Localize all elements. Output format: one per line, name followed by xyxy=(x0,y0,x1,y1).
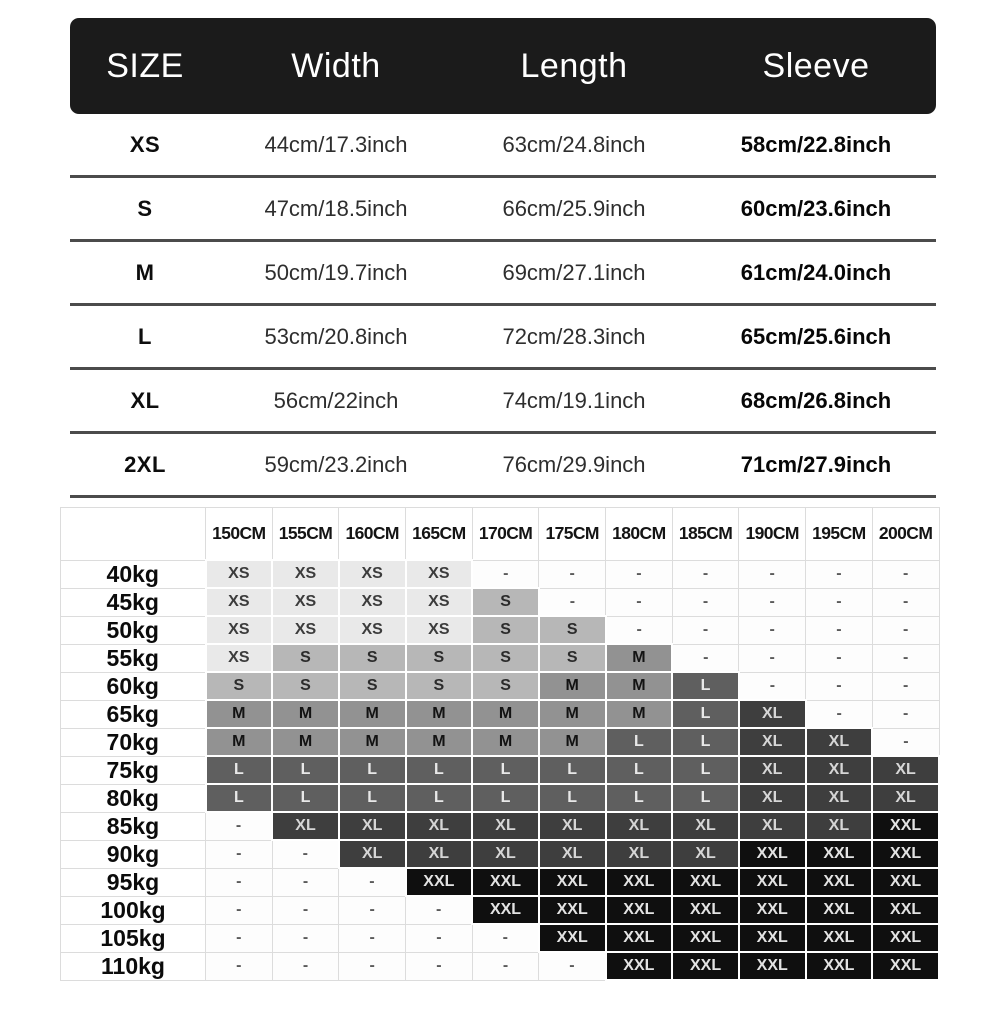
matrix-cell: - xyxy=(806,644,873,672)
matrix-cell: L xyxy=(272,784,339,812)
matrix-row-105kg xyxy=(61,924,940,952)
matrix-row-90kg xyxy=(61,840,940,868)
matrix-cell: M xyxy=(272,700,339,728)
matrix-cell: XL xyxy=(339,840,406,868)
matrix-cell: L xyxy=(206,784,273,812)
matrix-row-100kg xyxy=(61,896,940,924)
matrix-cell: XXL xyxy=(806,840,873,868)
weight-label-75kg: 75kg xyxy=(61,756,206,784)
weight-label-40kg: 40kg xyxy=(61,560,206,588)
matrix-cell: XL xyxy=(739,756,806,784)
matrix-cell: S xyxy=(272,672,339,700)
matrix-cell: XS xyxy=(272,588,339,616)
size-measurement-table xyxy=(70,18,936,498)
weight-label-65kg: 65kg xyxy=(61,700,206,728)
matrix-cell: S xyxy=(339,644,406,672)
matrix-cell: - xyxy=(606,616,673,644)
matrix-row-95kg xyxy=(61,868,940,896)
matrix-cell: XL xyxy=(339,812,406,840)
matrix-cell: XXL xyxy=(739,924,806,952)
matrix-cell: XS xyxy=(406,560,473,588)
matrix-cell: - xyxy=(872,560,939,588)
matrix-cell: - xyxy=(872,672,939,700)
matrix-cell: XL xyxy=(672,840,739,868)
weight-label-60kg: 60kg xyxy=(61,672,206,700)
matrix-cell: XS xyxy=(206,588,273,616)
matrix-cell: L xyxy=(339,756,406,784)
length-value: 63cm/24.8inch xyxy=(502,131,646,157)
matrix-cell: - xyxy=(339,868,406,896)
matrix-cell: XXL xyxy=(872,924,939,952)
width-value: 44cm/17.3inch xyxy=(264,131,408,157)
sleeve-value: 58cm/22.8inch xyxy=(740,131,892,157)
matrix-cell: L xyxy=(472,784,539,812)
size-label: XS xyxy=(129,131,161,157)
matrix-cell: S xyxy=(406,644,473,672)
matrix-cell: L xyxy=(672,756,739,784)
matrix-cell: - xyxy=(406,896,473,924)
matrix-cell: L xyxy=(672,700,739,728)
matrix-cell: - xyxy=(206,952,273,980)
height-header-185cm: 185CM xyxy=(672,508,739,561)
length-value: 69cm/27.1inch xyxy=(502,259,646,285)
weight-label-90kg: 90kg xyxy=(61,840,206,868)
matrix-cell: - xyxy=(206,924,273,952)
matrix-cell: XXL xyxy=(606,896,673,924)
matrix-cell: - xyxy=(739,672,806,700)
matrix-cell: L xyxy=(606,728,673,756)
matrix-cell: XS xyxy=(272,560,339,588)
header-sleeve: Sleeve xyxy=(762,46,870,85)
weight-label-95kg: 95kg xyxy=(61,868,206,896)
matrix-cell: XXL xyxy=(739,952,806,980)
matrix-cell: M xyxy=(539,700,606,728)
matrix-cell: XL xyxy=(672,812,739,840)
matrix-cell: - xyxy=(472,560,539,588)
matrix-cell: - xyxy=(672,616,739,644)
matrix-row-75kg xyxy=(61,756,940,784)
size-row-xl xyxy=(70,370,936,434)
matrix-cell: XXL xyxy=(672,924,739,952)
matrix-cell: - xyxy=(739,588,806,616)
matrix-cell: L xyxy=(339,784,406,812)
width-value: 59cm/23.2inch xyxy=(264,451,408,477)
matrix-cell: XXL xyxy=(606,924,673,952)
matrix-cell: XXL xyxy=(539,868,606,896)
matrix-cell: S xyxy=(539,644,606,672)
matrix-cell: XXL xyxy=(739,896,806,924)
matrix-cell: - xyxy=(806,588,873,616)
matrix-cell: XXL xyxy=(606,868,673,896)
matrix-cell: XL xyxy=(406,840,473,868)
height-weight-matrix xyxy=(60,507,940,981)
matrix-cell: - xyxy=(672,644,739,672)
matrix-cell: XL xyxy=(739,728,806,756)
matrix-cell: XXL xyxy=(606,952,673,980)
matrix-cell: - xyxy=(872,616,939,644)
matrix-cell: XXL xyxy=(872,840,939,868)
matrix-row-55kg xyxy=(61,644,940,672)
matrix-cell: - xyxy=(472,952,539,980)
matrix-cell: - xyxy=(672,588,739,616)
matrix-cell: XXL xyxy=(672,896,739,924)
matrix-cell: M xyxy=(472,728,539,756)
matrix-cell: XXL xyxy=(806,924,873,952)
sleeve-value: 61cm/24.0inch xyxy=(740,259,892,285)
matrix-cell: - xyxy=(806,560,873,588)
height-header-200cm: 200CM xyxy=(872,508,939,561)
weight-label-105kg: 105kg xyxy=(61,924,206,952)
matrix-row-110kg xyxy=(61,952,940,980)
matrix-cell: L xyxy=(606,756,673,784)
matrix-cell: XS xyxy=(206,644,273,672)
matrix-cell: XXL xyxy=(539,896,606,924)
matrix-cell: - xyxy=(339,924,406,952)
matrix-cell: M xyxy=(606,644,673,672)
matrix-cell: - xyxy=(606,560,673,588)
sleeve-value: 60cm/23.6inch xyxy=(740,195,892,221)
matrix-cell: - xyxy=(539,952,606,980)
matrix-cell: - xyxy=(872,644,939,672)
matrix-cell: S xyxy=(272,644,339,672)
matrix-cell: XL xyxy=(872,784,939,812)
matrix-cell: XXL xyxy=(539,924,606,952)
height-header-175cm: 175CM xyxy=(539,508,606,561)
matrix-cell: L xyxy=(539,756,606,784)
matrix-cell: XL xyxy=(739,812,806,840)
matrix-cell: XXL xyxy=(672,952,739,980)
header-length: Length xyxy=(520,46,628,85)
matrix-cell: XXL xyxy=(472,896,539,924)
matrix-cell: XXL xyxy=(872,868,939,896)
matrix-cell: M xyxy=(606,700,673,728)
height-header-160cm: 160CM xyxy=(339,508,406,561)
matrix-cell: XXL xyxy=(739,840,806,868)
size-label: S xyxy=(137,195,153,221)
matrix-row-60kg xyxy=(61,672,940,700)
sleeve-value: 65cm/25.6inch xyxy=(740,323,892,349)
matrix-cell: XXL xyxy=(872,896,939,924)
matrix-cell: XS xyxy=(206,560,273,588)
matrix-row-50kg xyxy=(61,616,940,644)
matrix-cell: M xyxy=(272,728,339,756)
weight-label-45kg: 45kg xyxy=(61,588,206,616)
matrix-cell: XL xyxy=(539,840,606,868)
matrix-cell: XL xyxy=(806,728,873,756)
matrix-cell: - xyxy=(472,924,539,952)
matrix-cell: L xyxy=(206,756,273,784)
matrix-cell: - xyxy=(339,952,406,980)
matrix-cell: L xyxy=(406,756,473,784)
matrix-cell: L xyxy=(272,756,339,784)
size-label: 2XL xyxy=(124,451,166,477)
matrix-cell: - xyxy=(739,644,806,672)
size-row-s xyxy=(70,178,936,242)
height-header-150cm: 150CM xyxy=(206,508,273,561)
matrix-cell: M xyxy=(339,700,406,728)
matrix-cell: XS xyxy=(272,616,339,644)
size-table-body xyxy=(70,114,936,498)
matrix-cell: XL xyxy=(472,812,539,840)
matrix-row-65kg xyxy=(61,700,940,728)
weight-label-85kg: 85kg xyxy=(61,812,206,840)
weight-label-80kg: 80kg xyxy=(61,784,206,812)
matrix-cell: M xyxy=(206,700,273,728)
matrix-cell: XS xyxy=(339,616,406,644)
matrix-cell: - xyxy=(206,896,273,924)
matrix-cell: - xyxy=(272,896,339,924)
fit-matrix-table xyxy=(60,507,940,981)
weight-label-55kg: 55kg xyxy=(61,644,206,672)
weight-label-100kg: 100kg xyxy=(61,896,206,924)
matrix-cell: S xyxy=(472,588,539,616)
matrix-cell: XL xyxy=(806,812,873,840)
matrix-cell: S xyxy=(472,644,539,672)
matrix-cell: XL xyxy=(739,700,806,728)
matrix-cell: M xyxy=(406,700,473,728)
width-value: 50cm/19.7inch xyxy=(264,259,408,285)
size-row-2xl xyxy=(70,434,936,498)
size-label: M xyxy=(135,259,155,285)
matrix-cell: S xyxy=(472,672,539,700)
weight-label-70kg: 70kg xyxy=(61,728,206,756)
matrix-cell: L xyxy=(672,728,739,756)
matrix-cell: S xyxy=(539,616,606,644)
matrix-cell: - xyxy=(406,924,473,952)
matrix-header-row xyxy=(61,508,940,561)
matrix-cell: XL xyxy=(472,840,539,868)
matrix-cell: - xyxy=(872,588,939,616)
height-header-190cm: 190CM xyxy=(739,508,806,561)
height-header-195cm: 195CM xyxy=(806,508,873,561)
matrix-row-85kg xyxy=(61,812,940,840)
matrix-cell: XXL xyxy=(872,952,939,980)
matrix-cell: XL xyxy=(539,812,606,840)
matrix-cell: - xyxy=(539,588,606,616)
matrix-cell: - xyxy=(272,924,339,952)
matrix-row-40kg xyxy=(61,560,940,588)
matrix-corner-cell xyxy=(61,508,206,561)
matrix-cell: L xyxy=(672,784,739,812)
matrix-cell: M xyxy=(472,700,539,728)
matrix-cell: XS xyxy=(339,560,406,588)
size-row-xs xyxy=(70,114,936,178)
length-value: 72cm/28.3inch xyxy=(502,323,646,349)
matrix-cell: L xyxy=(406,784,473,812)
matrix-cell: M xyxy=(539,728,606,756)
matrix-row-45kg xyxy=(61,588,940,616)
matrix-cell: - xyxy=(872,700,939,728)
matrix-cell: M xyxy=(406,728,473,756)
matrix-cell: XS xyxy=(206,616,273,644)
matrix-cell: XXL xyxy=(806,952,873,980)
matrix-cell: XL xyxy=(872,756,939,784)
matrix-cell: - xyxy=(272,868,339,896)
matrix-cell: XXL xyxy=(806,896,873,924)
matrix-cell: - xyxy=(406,952,473,980)
length-value: 66cm/25.9inch xyxy=(502,195,646,221)
sleeve-value: 71cm/27.9inch xyxy=(740,451,892,477)
matrix-cell: - xyxy=(672,560,739,588)
matrix-cell: XXL xyxy=(406,868,473,896)
matrix-cell: L xyxy=(606,784,673,812)
height-header-170cm: 170CM xyxy=(472,508,539,561)
matrix-cell: M xyxy=(339,728,406,756)
matrix-cell: XXL xyxy=(872,812,939,840)
matrix-cell: XL xyxy=(406,812,473,840)
height-header-180cm: 180CM xyxy=(606,508,673,561)
matrix-cell: L xyxy=(539,784,606,812)
height-header-155cm: 155CM xyxy=(272,508,339,561)
matrix-cell: - xyxy=(206,868,273,896)
matrix-cell: - xyxy=(272,840,339,868)
matrix-cell: S xyxy=(339,672,406,700)
matrix-cell: - xyxy=(206,812,273,840)
matrix-cell: - xyxy=(806,672,873,700)
matrix-cell: L xyxy=(672,672,739,700)
matrix-row-80kg xyxy=(61,784,940,812)
sleeve-value: 68cm/26.8inch xyxy=(740,387,892,413)
size-table-header xyxy=(70,18,936,114)
width-value: 53cm/20.8inch xyxy=(264,323,408,349)
matrix-cell: XL xyxy=(606,812,673,840)
size-label: XL xyxy=(130,387,160,413)
width-value: 47cm/18.5inch xyxy=(264,195,408,221)
matrix-cell: XXL xyxy=(672,868,739,896)
matrix-cell: - xyxy=(272,952,339,980)
matrix-cell: XL xyxy=(739,784,806,812)
weight-label-50kg: 50kg xyxy=(61,616,206,644)
matrix-cell: - xyxy=(739,560,806,588)
matrix-cell: M xyxy=(206,728,273,756)
matrix-cell: M xyxy=(606,672,673,700)
matrix-cell: L xyxy=(472,756,539,784)
length-value: 76cm/29.9inch xyxy=(502,451,646,477)
size-label: L xyxy=(138,323,152,349)
matrix-cell: S xyxy=(472,616,539,644)
matrix-cell: XXL xyxy=(739,868,806,896)
size-row-m xyxy=(70,242,936,306)
matrix-cell: - xyxy=(539,560,606,588)
matrix-cell: XL xyxy=(606,840,673,868)
matrix-cell: XXL xyxy=(472,868,539,896)
matrix-cell: XS xyxy=(406,616,473,644)
size-row-l xyxy=(70,306,936,370)
weight-label-110kg: 110kg xyxy=(61,952,206,980)
matrix-cell: XL xyxy=(806,784,873,812)
matrix-cell: S xyxy=(406,672,473,700)
matrix-cell: - xyxy=(206,840,273,868)
matrix-row-70kg xyxy=(61,728,940,756)
matrix-cell: XXL xyxy=(806,868,873,896)
matrix-cell: XL xyxy=(272,812,339,840)
header-size: SIZE xyxy=(106,46,184,85)
matrix-cell: - xyxy=(872,728,939,756)
length-value: 74cm/19.1inch xyxy=(502,387,646,413)
matrix-cell: - xyxy=(339,896,406,924)
matrix-cell: XS xyxy=(406,588,473,616)
height-header-165cm: 165CM xyxy=(406,508,473,561)
matrix-cell: - xyxy=(806,616,873,644)
matrix-cell: - xyxy=(739,616,806,644)
width-value: 56cm/22inch xyxy=(273,387,399,413)
matrix-cell: M xyxy=(539,672,606,700)
header-width: Width xyxy=(291,46,381,85)
matrix-cell: - xyxy=(606,588,673,616)
matrix-cell: XL xyxy=(806,756,873,784)
matrix-cell: S xyxy=(206,672,273,700)
matrix-cell: - xyxy=(806,700,873,728)
matrix-cell: XS xyxy=(339,588,406,616)
